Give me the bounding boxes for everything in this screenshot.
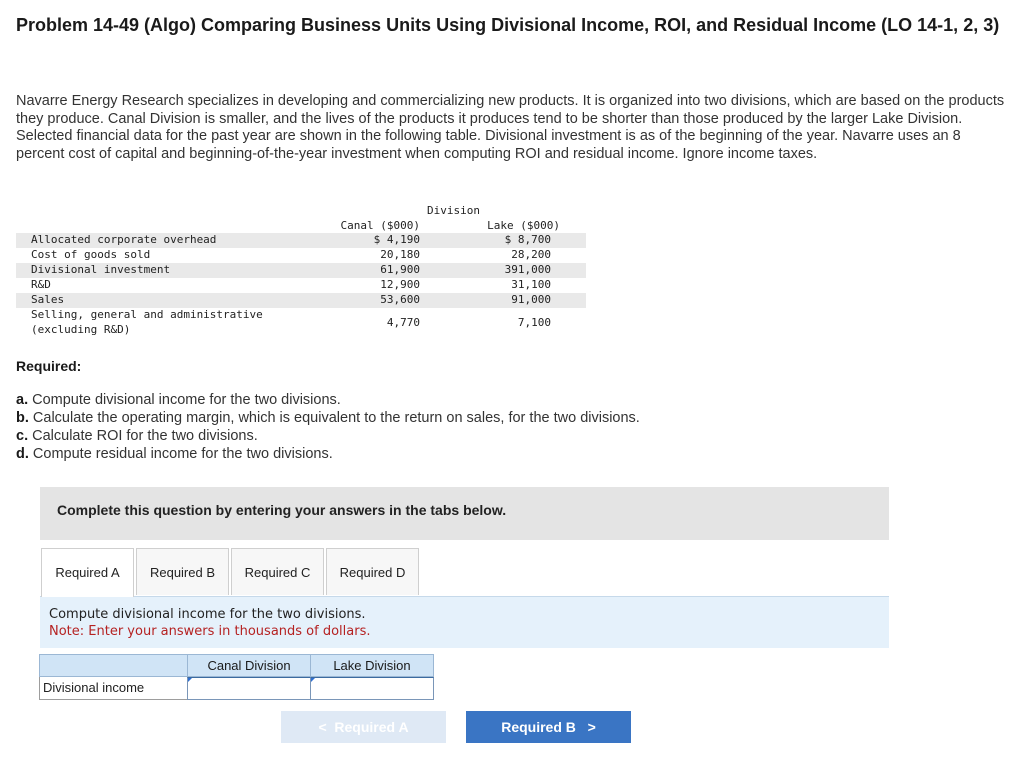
prev-button[interactable] — [281, 711, 446, 743]
input-marker-icon — [311, 678, 315, 682]
answer-header-blank — [39, 654, 188, 677]
list-item — [16, 427, 640, 445]
table-row — [16, 263, 586, 278]
list-item — [16, 391, 640, 409]
problem-title: Problem 14-49 (Algo) Comparing Business Units Using Divisional Income, ROI, and Residual Income (LO 14-1, 2, 3) — [16, 15, 1000, 35]
lake-column-header: Lake ($000) — [487, 219, 560, 232]
tab-required-b[interactable]: Required B — [136, 548, 229, 595]
lake-value: 28,200 — [511, 248, 551, 261]
table-row — [16, 233, 586, 248]
financial-data-table — [16, 203, 586, 337]
problem-intro: Navarre Energy Research specializes in developing and commercializing new products. It is organized into two divisions, which are based on the products they produce. Canal Division is smaller, and the lives of the products it produces tend to be shorter than those produced by the larger Lake Division. Selected financial data for the past year are shown in the following table. Divisional investment is as of the beginning of the year. Navarre uses an 8 percent cost of capital and beginning-of-the-year investment when computing ROI and residual income. Ignore income taxes. — [16, 93, 1005, 162]
row-label: R&D — [31, 278, 51, 291]
row-label-continued: (excluding R&D) — [31, 323, 131, 336]
list-item — [16, 409, 640, 427]
item-letter: a. — [16, 392, 29, 408]
prev-button-label: Required A — [334, 719, 409, 735]
table-row — [16, 248, 586, 263]
required-list — [16, 391, 640, 463]
lake-value: $ 8,700 — [504, 233, 551, 246]
lake-value: 31,100 — [511, 278, 551, 291]
item-letter: c. — [16, 428, 29, 444]
canal-divisional-income-input[interactable] — [187, 677, 311, 700]
lake-value: 91,000 — [511, 293, 551, 306]
canal-value: 20,180 — [380, 248, 420, 261]
row-label: Cost of goods sold — [31, 248, 151, 261]
chevron-left-icon: < — [318, 719, 327, 735]
list-item — [16, 445, 640, 463]
instruction-panel — [40, 596, 889, 648]
canal-value: 4,770 — [386, 316, 420, 329]
canal-column-header: Canal ($000) — [340, 219, 420, 232]
item-letter: b. — [16, 410, 29, 426]
canal-value: 53,600 — [380, 293, 420, 306]
next-button[interactable] — [466, 711, 631, 743]
instructions-banner — [40, 487, 889, 540]
chevron-right-icon: > — [587, 719, 596, 735]
banner-text: Complete this question by entering your answers in the tabs below. — [57, 502, 507, 518]
panel-instruction: Compute divisional income for the two divisions. — [49, 607, 366, 622]
table-row — [16, 293, 586, 308]
required-heading: Required: — [16, 358, 82, 374]
next-button-label: Required B — [501, 719, 576, 735]
division-group-header: Division — [427, 204, 480, 217]
tab-required-c[interactable]: Required C — [231, 548, 324, 595]
row-label: Selling, general and administrative — [31, 308, 263, 321]
lake-value: 391,000 — [504, 263, 551, 276]
item-text: Calculate the operating margin, which is equivalent to the return on sales, for the two divisions. — [28, 410, 640, 426]
canal-value: 12,900 — [380, 278, 420, 291]
canal-value: $ 4,190 — [373, 233, 420, 246]
lake-value: 7,100 — [517, 316, 551, 329]
row-label: Divisional investment — [31, 263, 171, 276]
lake-divisional-income-input[interactable] — [310, 677, 434, 700]
table-row — [16, 278, 586, 293]
tab-required-a[interactable]: Required A — [41, 548, 134, 597]
lake-division-header: Lake Division — [310, 654, 434, 677]
input-marker-icon — [188, 678, 192, 682]
canal-value: 61,900 — [380, 263, 420, 276]
canal-division-header: Canal Division — [187, 654, 311, 677]
item-text: Compute divisional income for the two divisions. — [28, 392, 341, 408]
table-row — [16, 308, 586, 338]
tab-required-d[interactable]: Required D — [326, 548, 419, 595]
item-text: Compute residual income for the two divisions. — [28, 446, 333, 462]
table-header — [16, 203, 586, 233]
row-label: Sales — [31, 293, 65, 306]
divisional-income-label: Divisional income — [39, 677, 188, 700]
row-label: Allocated corporate overhead — [31, 233, 217, 246]
panel-note: Note: Enter your answers in thousands of dollars. — [49, 624, 371, 639]
item-text: Calculate ROI for the two divisions. — [28, 428, 258, 444]
item-letter: d. — [16, 446, 29, 462]
